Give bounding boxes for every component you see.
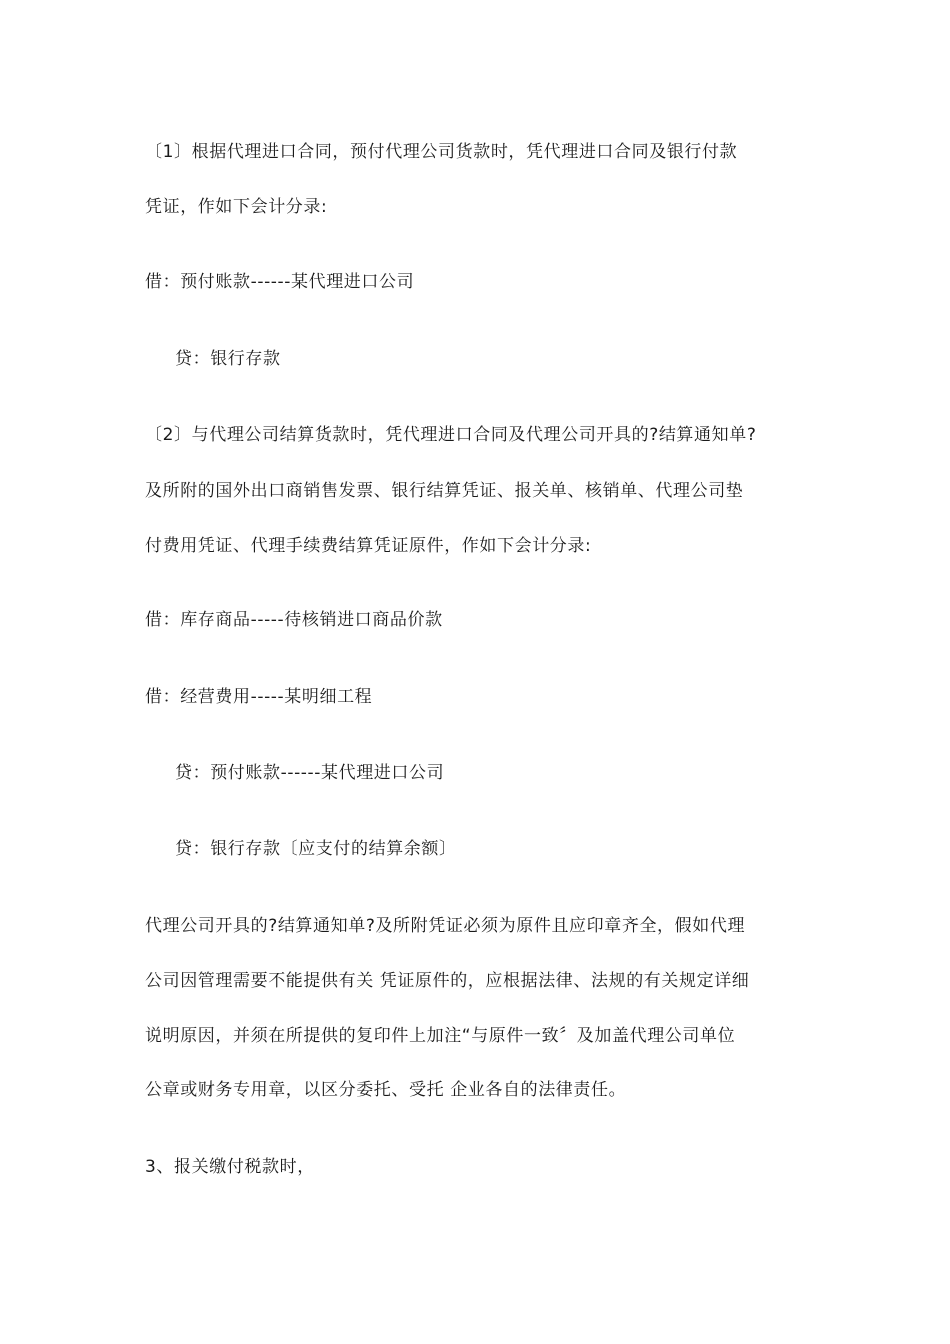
section1-paragraph-line2: 凭证，作如下会计分录:	[145, 197, 328, 217]
section2-debit-entry-1: 借：库存商品-----待核销进口商品价款	[145, 610, 443, 630]
section2-paragraph-line2: 及所附的国外出口商销售发票、银行结算凭证、报关单、核销单、代理公司垫	[145, 481, 744, 501]
section2-paragraph-line1: 〔2〕与代理公司结算货款时，凭代理进口合同及代理公司开具的?结算通知单?	[145, 425, 757, 445]
note-line4: 公章或财务专用章，以区分委托、受托 企业各自的法律责任。	[145, 1080, 627, 1100]
section1-paragraph-line1: 〔1〕根据代理进口合同，预付代理公司货款时，凭代理进口合同及银行付款	[145, 142, 738, 162]
note-line3: 说明原因，并须在所提供的复印件上加注“与原件一致〞及加盖代理公司单位	[145, 1026, 736, 1046]
section2-credit-entry-1: 贷：预付账款------某代理进口公司	[175, 763, 445, 783]
section1-credit-entry: 贷：银行存款	[175, 349, 281, 369]
section1-debit-entry: 借：预付账款------某代理进口公司	[145, 272, 415, 292]
note-line2: 公司因管理需要不能提供有关 凭证原件的，应根据法律、法规的有关规定详细	[145, 971, 750, 991]
note-line1: 代理公司开具的?结算通知单?及所附凭证必须为原件且应印章齐全，假如代理	[145, 916, 746, 936]
section2-paragraph-line3: 付费用凭证、代理手续费结算凭证原件，作如下会计分录:	[145, 536, 592, 556]
section2-debit-entry-2: 借：经营费用-----某明细工程	[145, 687, 373, 707]
section2-credit-entry-2: 贷：银行存款〔应支付的结算余额〕	[175, 839, 457, 859]
section3-heading: 3、报关缴付税款时，	[145, 1157, 315, 1177]
